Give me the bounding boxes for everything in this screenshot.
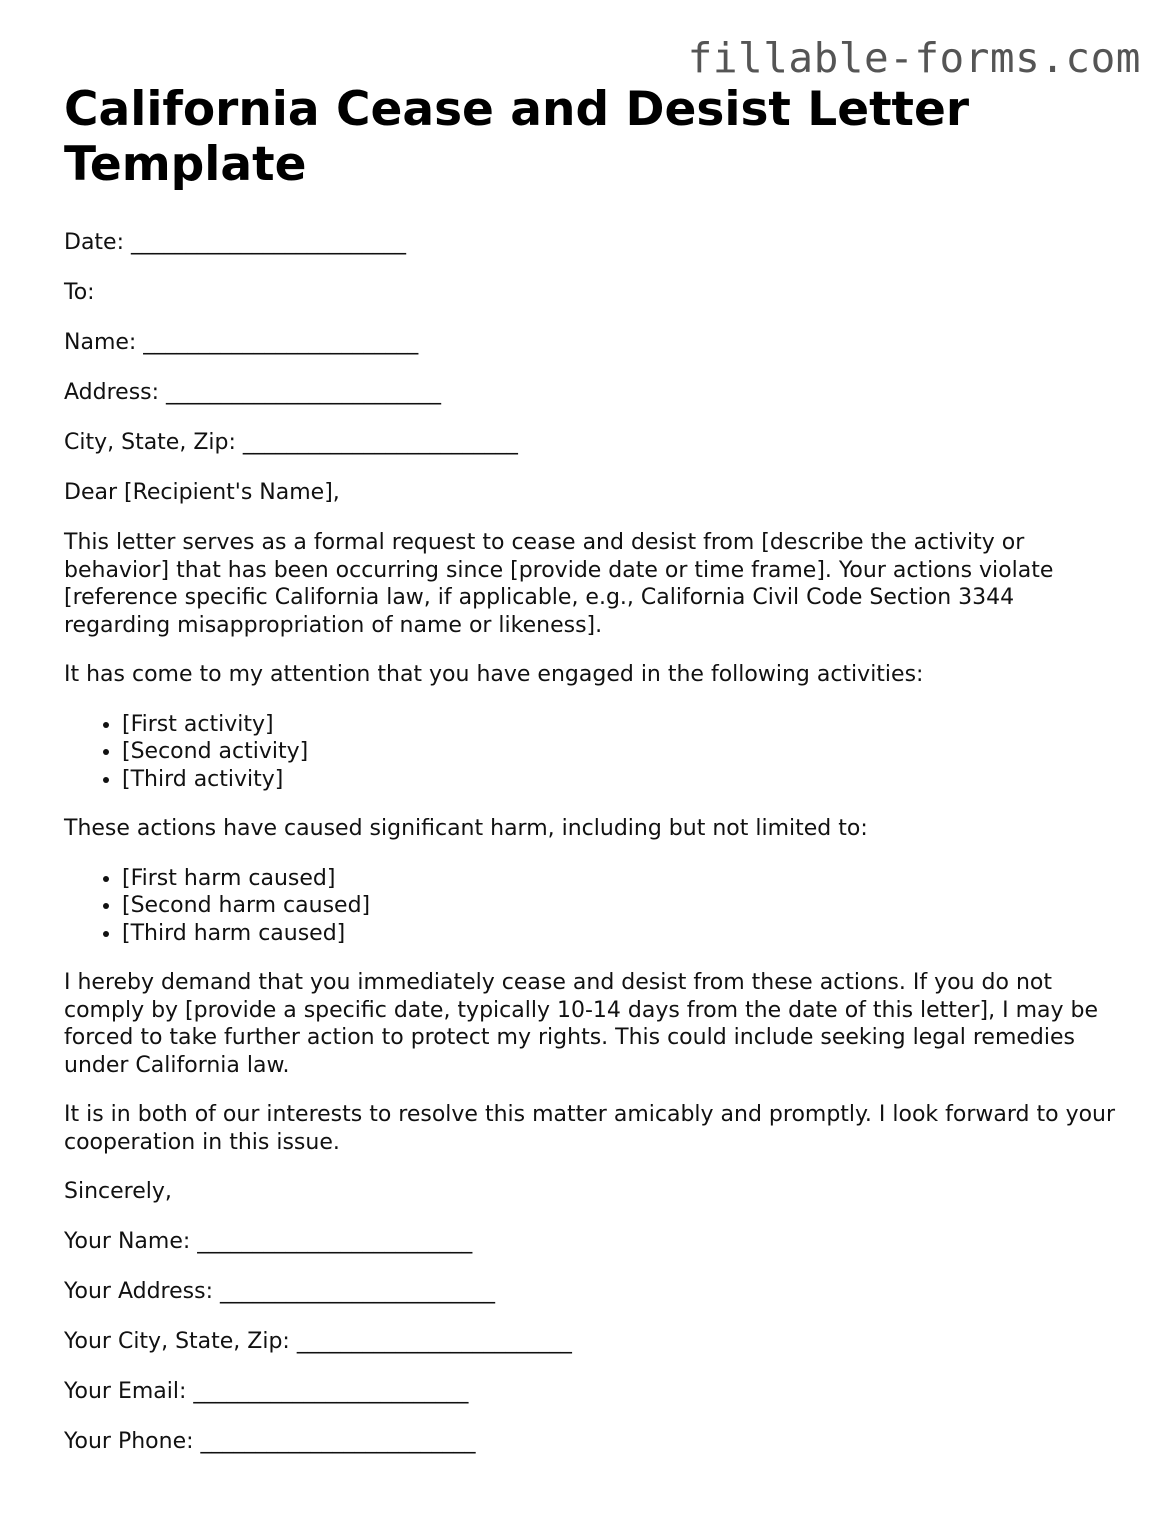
salutation: Dear [Recipient's Name], — [64, 480, 340, 505]
sender-name-field[interactable]: Your Name: _________________________ — [64, 1229, 473, 1254]
signoff: Sincerely, — [64, 1179, 172, 1204]
list-item: • [Third activity] — [122, 766, 1124, 794]
sender-phone-field[interactable]: Your Phone: _________________________ — [64, 1429, 476, 1454]
closing-paragraph: It is in both of our interests to resolve this matter amicably and promptly. I look forward to your cooperation in this issue. — [64, 1102, 1116, 1155]
letter-page — [64, 82, 1124, 1456]
sender-city-state-zip-field[interactable]: Your City, State, Zip: _________________________ — [64, 1329, 572, 1354]
list-item: • [Second activity] — [122, 738, 1124, 766]
harm-intro-paragraph: These actions have caused significant harm, including but not limited to: — [64, 816, 868, 841]
recipient-name-field[interactable]: Name: _________________________ — [64, 330, 419, 355]
list-item: • [Second harm caused] — [122, 892, 1124, 920]
list-item: • [Third harm caused] — [122, 920, 1124, 948]
list-item: • [First activity] — [122, 711, 1124, 739]
to-label: To: — [64, 280, 95, 305]
watermark: fillable-forms.com — [687, 34, 1141, 82]
recipient-address-field[interactable]: Address: _________________________ — [64, 380, 442, 405]
sender-address-field[interactable]: Your Address: _________________________ — [64, 1279, 495, 1304]
list-item: • [First harm caused] — [122, 865, 1124, 893]
sender-email-field[interactable]: Your Email: _________________________ — [64, 1379, 469, 1404]
recipient-city-state-zip-field[interactable]: City, State, Zip: _________________________ — [64, 430, 518, 455]
demand-paragraph: I hereby demand that you immediately cease and desist from these actions. If you do not comply by [provide a specific date, typically 10-14 days from the date of this letter], I may be forced to take further action to protect my rights. This could include seeking legal remedies under California law. — [64, 970, 1098, 1078]
date-field[interactable]: Date: _________________________ — [64, 230, 406, 255]
intro-paragraph: This letter serves as a formal request to cease and desist from [describe the activity or behavior] that has been occurring since [provide date or time frame]. Your actions violate [reference specific California law, if applicable, e.g., California Civil Code Section 3344 regarding misappropriation of name or likeness]. — [64, 530, 1054, 638]
activities-list — [64, 711, 1124, 794]
harms-list — [64, 865, 1124, 948]
page-title: California Cease and Desist Letter Template — [64, 82, 970, 192]
activities-intro-paragraph: It has come to my attention that you have engaged in the following activities: — [64, 662, 924, 687]
